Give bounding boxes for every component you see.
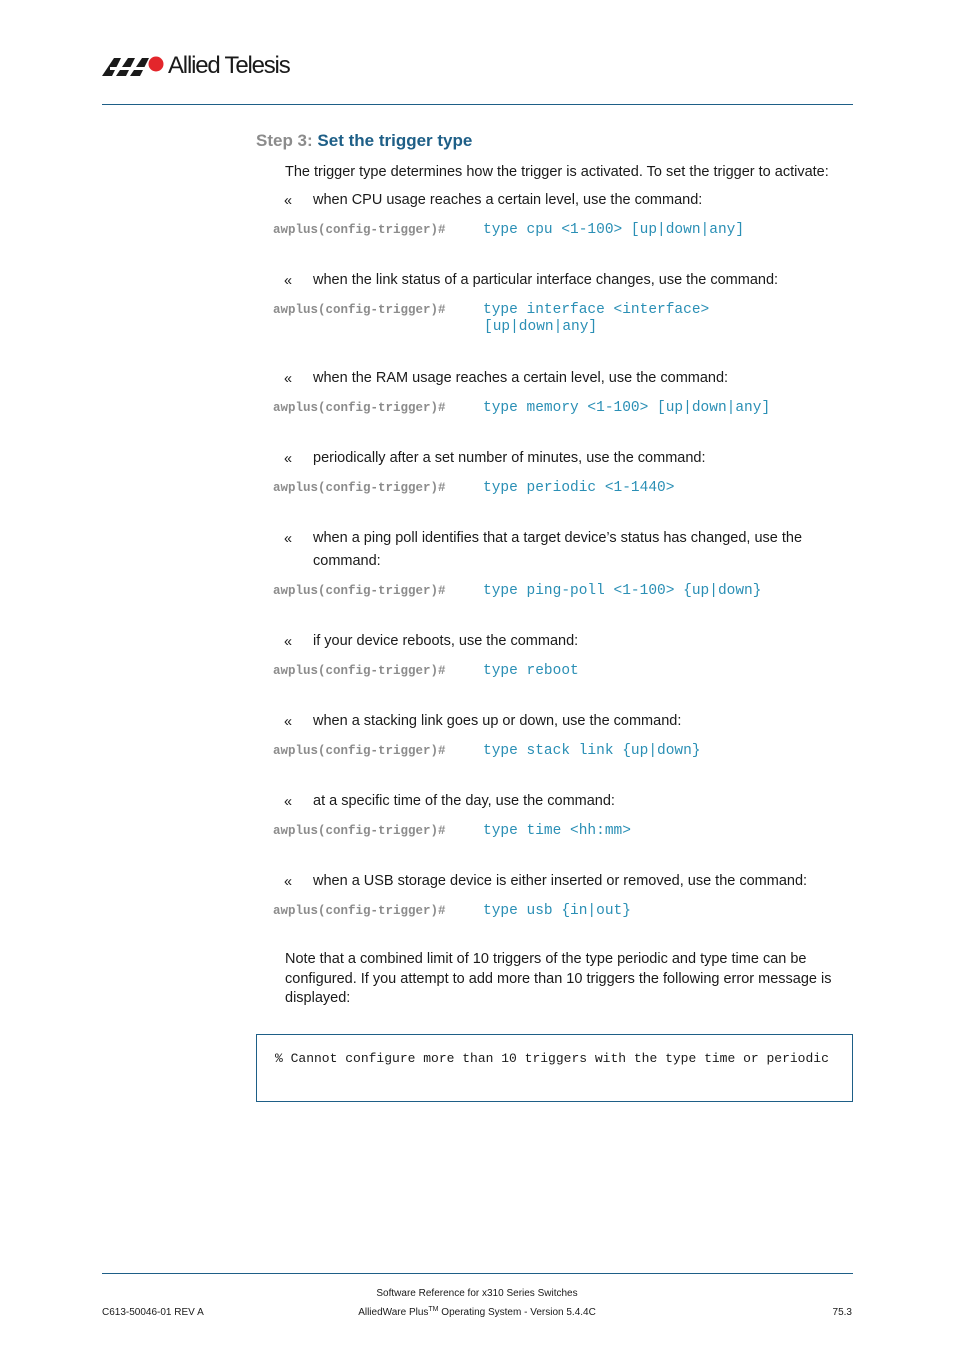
bullet-text: at a specific time of the day, use the command: <box>313 793 615 809</box>
step-heading <box>256 130 472 152</box>
footer-doc-id: C613-50046-01 REV A <box>102 1307 204 1318</box>
logo-text: Allied Telesis <box>168 52 290 79</box>
error-message-text: % Cannot configure more than 10 triggers with the type time or periodic <box>275 1051 829 1066</box>
command-prompt: awplus(config-trigger)# <box>273 744 446 758</box>
command-line <box>273 220 744 239</box>
command-prompt: awplus(config-trigger)# <box>273 584 446 598</box>
bullet-text: when a stacking link goes up or down, use the command: <box>313 713 682 729</box>
command-syntax: type time <hh:mm> <box>483 823 631 839</box>
step-label: Step 3: <box>256 131 313 150</box>
logo-mark-icon <box>102 55 164 77</box>
bullet-glyph: « <box>284 371 293 387</box>
command-prompt: awplus(config-trigger)# <box>273 664 446 678</box>
command-syntax: type ping-poll <1-100> {up|down} <box>483 583 762 599</box>
command-prompt: awplus(config-trigger)# <box>273 904 446 918</box>
bullet-glyph: « <box>284 794 293 810</box>
command-syntax: type memory <1-100> [up|down|any] <box>483 400 771 416</box>
command-prompt: awplus(config-trigger)# <box>273 824 446 838</box>
command-syntax: type cpu <1-100> [up|down|any] <box>483 222 745 238</box>
command-prompt: awplus(config-trigger)# <box>273 303 446 317</box>
bullet-text: when CPU usage reaches a certain level, use the command: <box>313 192 703 208</box>
command-line <box>273 581 761 600</box>
bullet-glyph: « <box>284 531 293 547</box>
command-prompt: awplus(config-trigger)# <box>273 401 446 415</box>
command-line <box>273 478 674 497</box>
command-syntax: type stack link {up|down} <box>483 743 701 759</box>
footer-rule <box>102 1273 853 1274</box>
command-prompt: awplus(config-trigger)# <box>273 481 446 495</box>
bullet-text: when a ping poll identifies that a target device’s status has changed, use the command: <box>313 530 803 569</box>
command-line <box>273 398 770 417</box>
command-syntax: type periodic <1-1440> <box>483 480 675 496</box>
command-line <box>273 901 631 920</box>
page-number: 75.3 <box>832 1307 852 1318</box>
bullet-glyph: « <box>284 273 293 289</box>
command-line <box>273 741 701 760</box>
step-title: Set the trigger type <box>317 131 473 150</box>
bullet-glyph: « <box>284 193 293 209</box>
bullet-text: if your device reboots, use the command: <box>313 633 579 649</box>
bullet-glyph: « <box>284 714 293 730</box>
command-line <box>273 661 579 680</box>
bullet-glyph: « <box>284 874 293 890</box>
bullet-glyph: « <box>284 634 293 650</box>
bullet-text: when the link status of a particular interface changes, use the command: <box>313 272 779 288</box>
command-syntax-continued: [up|down|any] <box>484 319 598 335</box>
footer-os-version-text: Operating System - Version 5.4.4C <box>438 1307 596 1318</box>
error-message-box <box>256 1034 853 1102</box>
allied-telesis-logo <box>102 52 290 80</box>
command-syntax: type usb {in|out} <box>483 903 631 919</box>
footer-os-name: AlliedWare Plus <box>358 1307 429 1318</box>
command-line <box>273 300 710 335</box>
intro-paragraph: The trigger type determines how the trigger is activated. To set the trigger to activate: <box>285 164 829 180</box>
command-prompt: awplus(config-trigger)# <box>273 223 446 237</box>
bullet-glyph: « <box>284 451 293 467</box>
bullet-text: periodically after a set number of minutes, use the command: <box>313 450 706 466</box>
command-syntax: type interface <interface> <box>483 302 710 318</box>
command-syntax: type reboot <box>483 663 579 679</box>
footer-os-version <box>300 1307 654 1319</box>
trademark-superscript: TM <box>428 1306 439 1313</box>
bullet-text: when the RAM usage reaches a certain level, use the command: <box>313 370 729 386</box>
note-paragraph: Note that a combined limit of 10 triggers of the type periodic and type time can be configured. If you attempt to add more than 10 triggers the following error message is displayed: <box>285 951 832 1006</box>
footer-doc-title: Software Reference for x310 Series Switches <box>376 1288 578 1299</box>
header-rule <box>102 104 853 105</box>
bullet-text: when a USB storage device is either inserted or removed, use the command: <box>313 873 808 889</box>
command-line <box>273 821 631 840</box>
